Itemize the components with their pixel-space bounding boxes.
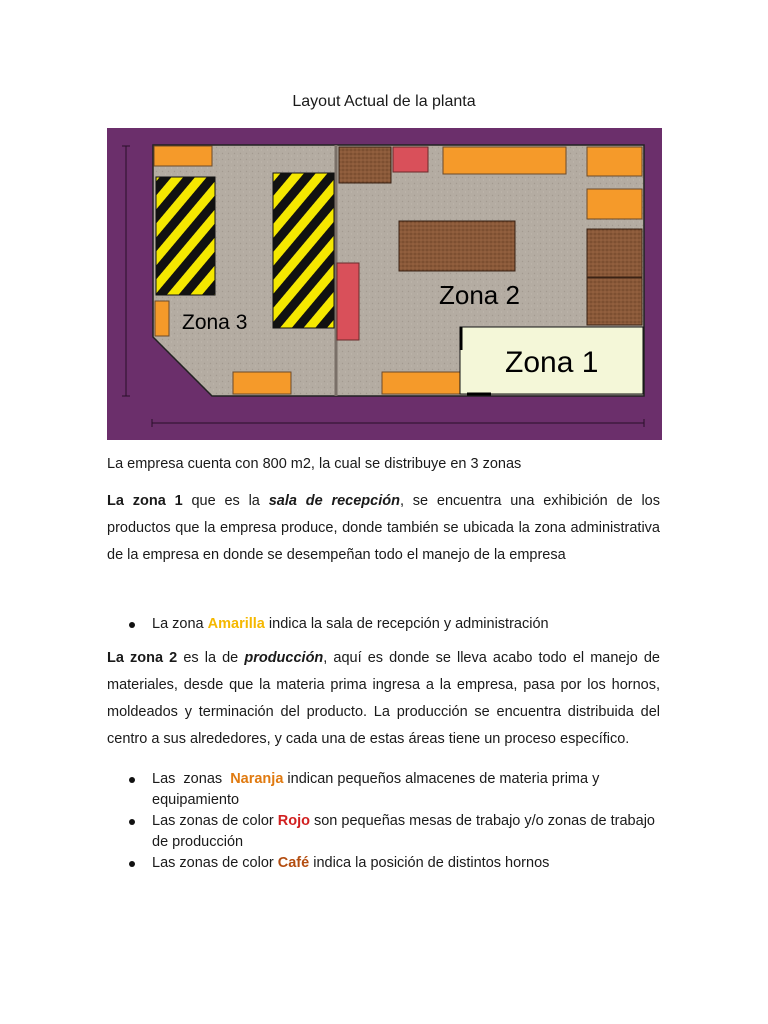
brown-area xyxy=(399,221,515,271)
list-item xyxy=(107,614,660,635)
bullet-text: Las zonas de color xyxy=(152,813,278,829)
color-word-cafe: Café xyxy=(277,855,310,871)
bullet-text: indica la sala de recepción y administración xyxy=(264,616,549,632)
orange-area xyxy=(233,372,291,394)
red-area xyxy=(337,263,359,340)
bullet-text: La zona xyxy=(152,616,208,632)
intro-paragraph: La empresa cuenta con 800 m2, la cual se distribuye en 3 zonas xyxy=(107,456,522,472)
zone1-emph: sala de recepción xyxy=(268,493,400,509)
orange-area xyxy=(155,301,169,336)
list-item xyxy=(107,811,660,853)
brown-area xyxy=(339,147,391,183)
brown-area xyxy=(587,229,642,277)
amarilla-list xyxy=(107,614,660,635)
color-word-amarilla: Amarilla xyxy=(207,616,265,632)
bullet-text: Las zonas de color xyxy=(152,855,278,871)
zone2-emph: producción xyxy=(244,650,324,666)
orange-area xyxy=(443,147,566,174)
striped-area xyxy=(156,177,215,295)
bullet-icon xyxy=(129,622,135,628)
brown-area xyxy=(587,278,642,325)
bullet-icon xyxy=(129,861,135,867)
list-item xyxy=(107,853,660,874)
striped-area xyxy=(273,173,334,328)
zone1-lead: La zona 1 xyxy=(107,493,183,509)
zone1-label: Zona 1 xyxy=(505,346,599,379)
orange-area xyxy=(154,146,212,166)
color-word-rojo: Rojo xyxy=(277,813,310,829)
plant-layout-figure xyxy=(107,128,662,440)
zone1-mid: que es la xyxy=(182,493,269,509)
color-legend-list xyxy=(107,769,660,874)
bullet-text: Las zonas xyxy=(152,771,231,787)
bullet-icon xyxy=(129,819,135,825)
bullet-text: indican pequeños almacenes de materia prima y equipamiento xyxy=(152,771,600,808)
zone2-mid: es la de xyxy=(177,650,245,666)
zone3-label: Zona 3 xyxy=(182,311,248,334)
bullet-icon xyxy=(129,777,135,783)
page-title: Layout Actual de la planta xyxy=(292,93,476,110)
zone2-rest: , aquí es donde se lleva acabo todo el manejo de materiales, desde que la materia prima ingresa a la empresa, pasa por los hornos, moldeados y terminación del producto. La producción se encuentra distribuida del centro a sus alrededores, y cada una de estas áreas tiene un proceso específico. xyxy=(107,650,660,747)
zone2-paragraph xyxy=(107,645,660,753)
red-area xyxy=(393,147,428,172)
list-item xyxy=(107,769,660,811)
zone2-label: Zona 2 xyxy=(439,280,520,310)
zone2-lead: La zona 2 xyxy=(107,650,178,666)
zone1-rest: , se encuentra una exhibición de los productos que la empresa produce, donde también se ubicada la zona administrativa de la empresa en donde se desempeñan todo el manejo de la empresa xyxy=(107,493,660,563)
bullet-text: son pequeñas mesas de trabajo y/o zonas de trabajo de producción xyxy=(152,813,655,850)
orange-area xyxy=(587,189,642,219)
color-word-naranja: Naranja xyxy=(230,771,284,787)
zone1-paragraph xyxy=(107,488,660,569)
orange-area xyxy=(382,372,462,394)
orange-area xyxy=(587,147,642,176)
bullet-text: indica la posición de distintos hornos xyxy=(309,855,550,871)
